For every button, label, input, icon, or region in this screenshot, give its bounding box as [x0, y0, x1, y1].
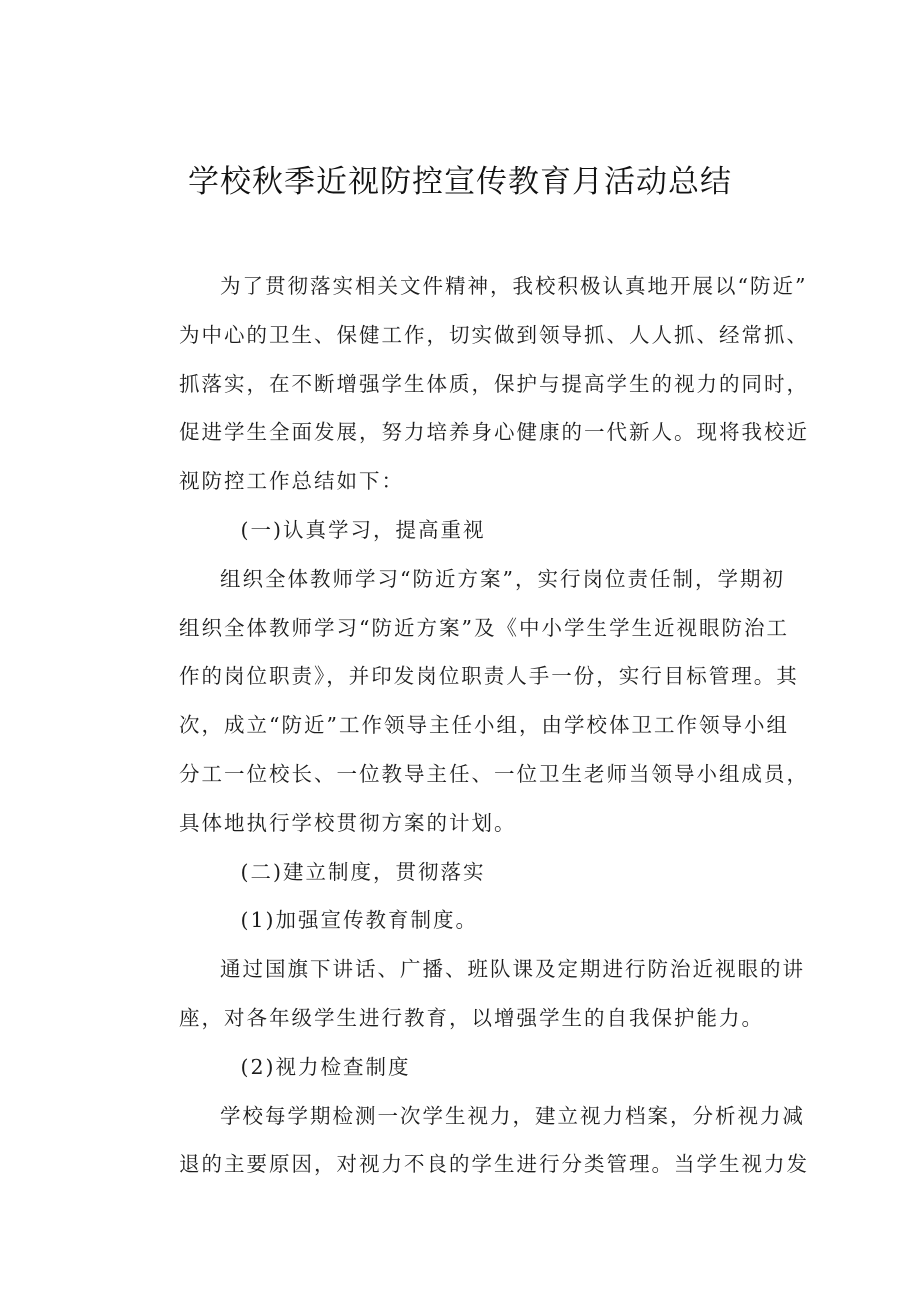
heading-text: (一)认真学习，提高重视	[240, 517, 486, 542]
text-line: 具体地执行学校贯彻方案的计划。	[179, 810, 517, 835]
paragraph-intro	[138, 262, 809, 506]
text-line: 座，对各年级学生进行教育，以增强学生的自我保护能力。	[179, 1005, 764, 1030]
heading-text: (1)加强宣传教育制度。	[240, 908, 479, 933]
text-line: 组织全体教师学习“防近方案”及《中小学生学生近视眼防治工	[179, 615, 789, 640]
text-line: 为中心的卫生、保健工作，切实做到领导抓、人人抓、经常抓、	[179, 322, 809, 347]
text-line: 促进学生全面发展，努力培养身心健康的一代新人。现将我校近	[179, 420, 809, 445]
text-line: 学校每学期检测一次学生视力，建立视力档案，分析视力减	[220, 1103, 805, 1128]
paragraph-section-1	[138, 555, 809, 848]
paragraph-subsection-2	[138, 1092, 809, 1190]
heading-text: (2)视力检查制度	[240, 1054, 411, 1079]
text-line: 通过国旗下讲话、广播、班队课及定期进行防治近视眼的讲	[220, 957, 805, 982]
text-line: 视防控工作总结如下：	[179, 469, 404, 494]
section-heading-2	[138, 848, 798, 897]
subsection-heading-2	[138, 1043, 798, 1092]
document-body	[138, 262, 809, 1189]
text-line: 退的主要原因，对视力不良的学生进行分类管理。当学生视力发	[179, 1152, 809, 1177]
text-line: 为了贯彻落实相关文件精神，我校积极认真地开展以“防近”	[220, 274, 808, 298]
heading-text: (二)建立制度，贯彻落实	[240, 859, 486, 884]
section-heading-1	[138, 506, 798, 555]
text-line: 分工一位校长、一位教导主任、一位卫生老师当领导小组成员，	[179, 761, 809, 786]
text-line: 组织全体教师学习“防近方案”，实行岗位责任制，学期初	[220, 566, 785, 591]
paragraph-subsection-1	[138, 945, 805, 1043]
text-line: 次，成立“防近”工作领导主任小组，由学校体卫工作领导小组	[179, 713, 789, 738]
text-line: 作的岗位职责》，并印发岗位职责人手一份，实行目标管理。其	[179, 664, 799, 689]
subsection-heading-1	[138, 896, 798, 945]
text-line: 抓落实，在不断增强学生体质，保护与提高学生的视力的同时，	[179, 371, 809, 396]
document-title: 学校秋季近视防控宣传教育月活动总结	[188, 164, 732, 200]
